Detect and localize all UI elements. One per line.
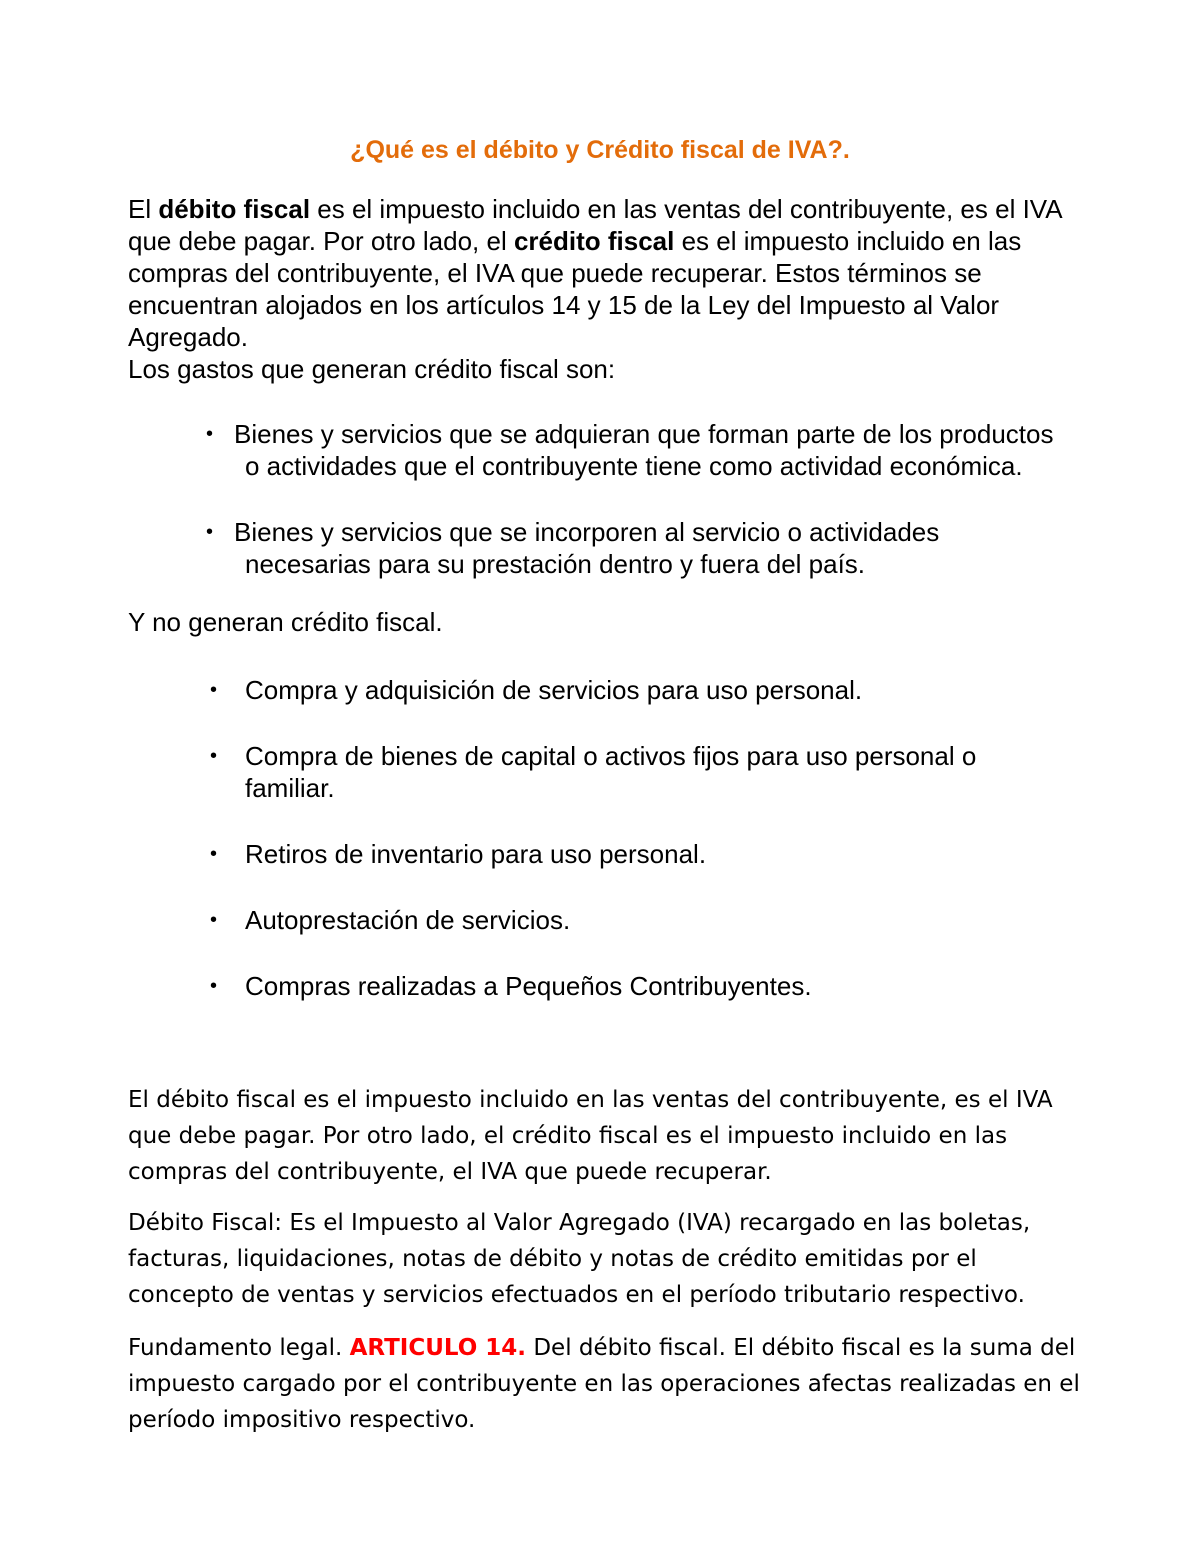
no-generan-label: Y no generan crédito fiscal. bbox=[128, 607, 443, 637]
bullet-icon: • bbox=[210, 843, 218, 865]
document-title: ¿Qué es el débito y Crédito fiscal de IVA?. bbox=[350, 136, 850, 164]
articulo-text: Del débito fiscal. El débito fiscal es la suma del impuesto cargado por el contribuyente en las operaciones afectas realizadas en el período impositivo respectivo. bbox=[128, 1335, 1080, 1433]
section2-paragraph-1: El débito fiscal es el impuesto incluido en las ventas del contribuyente, es el IVA que debe pagar. Por otro lado, el crédito fiscal es el impuesto incluido en las compras del contribuyente, el IVA que puede recuperar. bbox=[128, 1087, 1053, 1185]
section2-paragraph-2: Débito Fiscal: Es el Impuesto al Valor Agregado (IVA) recargado en las boletas, facturas, liquidaciones, notas de débito y notas de crédito emitidas por el concepto de ventas y servicios efectuados en el período tributario respectivo. bbox=[128, 1210, 1031, 1308]
list-item-line1: Bienes y servicios que se incorporen al servicio o actividades bbox=[234, 517, 940, 547]
intro-text-a: El bbox=[128, 194, 159, 224]
list-item-line1: Compras realizadas a Pequeños Contribuyentes. bbox=[245, 971, 812, 1001]
list-item-line1: Autoprestación de servicios. bbox=[245, 905, 571, 935]
intro-text-c: es el impuesto incluido en las ventas del contribuyente, es el IVA que debe pagar. Por otro lado, el bbox=[128, 194, 1062, 256]
section2-paragraph-3 bbox=[128, 1330, 1088, 1438]
bullet-icon: • bbox=[206, 521, 214, 543]
bullet-icon: • bbox=[210, 975, 218, 997]
debito-fiscal-term: débito fiscal bbox=[158, 194, 311, 224]
intro-text-e: es el impuesto incluido en las compras del contribuyente, el IVA que puede recuperar. Estos términos se encuentran alojados en los artículos 14 y 15 de la Ley del Impuesto al Valor Agregado. bbox=[128, 226, 1022, 352]
bullet-icon: • bbox=[210, 909, 218, 931]
bullet-icon: • bbox=[206, 423, 214, 445]
bullet-icon: • bbox=[210, 679, 218, 701]
list-item-line1: Compra y adquisición de servicios para uso personal. bbox=[245, 675, 863, 705]
list-item-line2: o actividades que el contribuyente tiene como actividad económica. bbox=[245, 451, 1023, 481]
list-item-line1: Compra de bienes de capital o activos fijos para uso personal o bbox=[245, 741, 977, 771]
list-item-line2: familiar. bbox=[245, 773, 335, 803]
articulo-14-label: ARTICULO 14. bbox=[349, 1335, 527, 1361]
list-item-line2: necesarias para su prestación dentro y fuera del país. bbox=[245, 549, 866, 579]
fundamento-label: Fundamento legal. bbox=[128, 1335, 350, 1361]
generan-intro-line: Los gastos que generan crédito fiscal son: bbox=[128, 354, 616, 384]
credito-fiscal-term: crédito fiscal bbox=[513, 226, 675, 256]
list-item-line1: Bienes y servicios que se adquieran que forman parte de los productos bbox=[234, 419, 1054, 449]
bullet-icon: • bbox=[210, 745, 218, 767]
intro-paragraph bbox=[128, 193, 1088, 353]
list-item-line1: Retiros de inventario para uso personal. bbox=[245, 839, 707, 869]
